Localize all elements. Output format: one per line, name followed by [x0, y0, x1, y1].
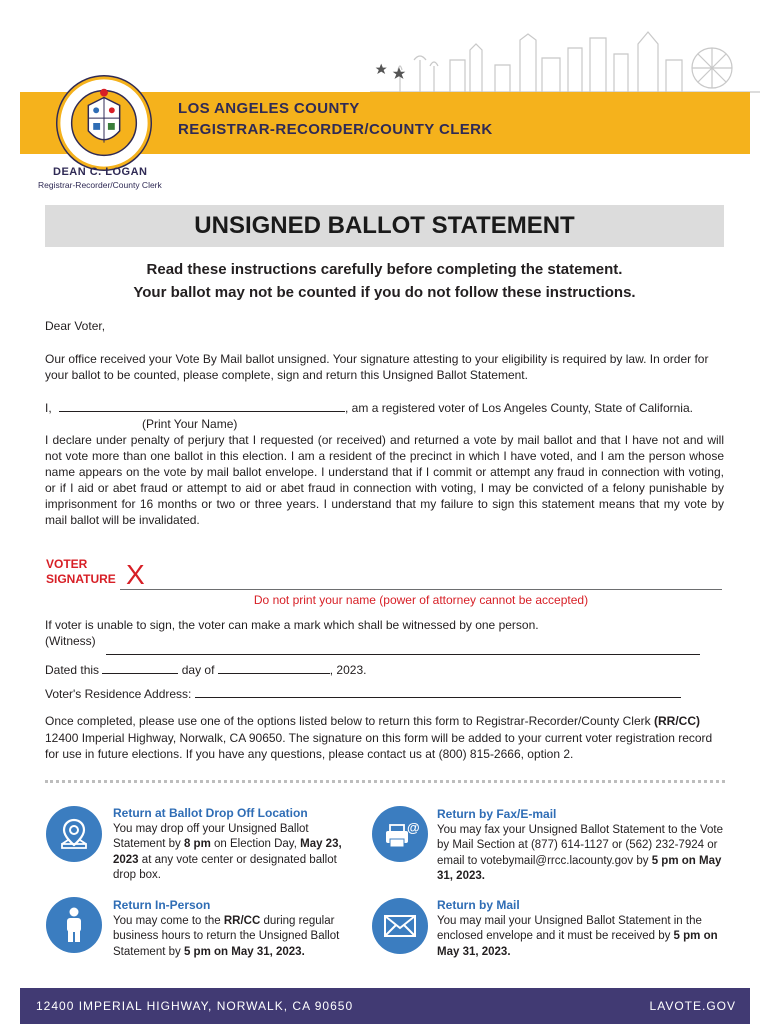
instructions-line-2: Your ballot may not be counted if you do not follow these instructions.: [133, 284, 636, 301]
declaration-suffix: , am a registered voter of Los Angeles County, State of California.: [345, 401, 693, 415]
in-person-heading: Return In-Person: [113, 898, 211, 912]
residence-field[interactable]: [195, 686, 681, 698]
option-dropoff: [113, 806, 353, 884]
official-block: [38, 166, 238, 190]
dated-prefix: Dated this: [45, 663, 100, 677]
city-skyline-icon: [370, 30, 760, 92]
dropoff-bold-1: 8 pm: [183, 838, 211, 850]
signature-field[interactable]: [120, 589, 722, 590]
declaration-paragraph: I declare under penalty of perjury that I requested (or received) and returned a vote by mail ballot and that I have not and will not vote more than one ballot in this election. I am a resident of the precinct in which I have voted, and I am the person whose name appears on the vote by mail ballot envelope. I understand that if I commit or attempt any fraud in connection with voting, or if I aid or abet fraud or attempt to aid or abet fraud in connection with voting, I may be convicted of a felony punishable by imprisonment for 16 months or two or three years. I understand that my failure to sign this statement means that my vote by mail ballot will be invalidated.: [45, 433, 724, 527]
residence-line: [45, 686, 725, 702]
section-divider: [45, 780, 725, 783]
document-title-bar: [45, 205, 724, 247]
signature-mark: X: [126, 559, 145, 590]
witness-label: (Witness): [45, 634, 96, 648]
mail-heading: Return by Mail: [437, 898, 520, 912]
official-title: Registrar-Recorder/County Clerk: [38, 180, 162, 190]
declaration-prefix: I,: [45, 401, 52, 415]
instructions: [45, 258, 724, 304]
document-title: UNSIGNED BALLOT STATEMENT: [194, 212, 575, 239]
print-name-label: (Print Your Name): [142, 417, 238, 431]
map-pin-icon: [46, 806, 102, 862]
dropoff-text-3: at any vote center or designated ballot drop box.: [113, 853, 337, 881]
day-field[interactable]: [102, 662, 178, 674]
greeting: Dear Voter,: [45, 319, 106, 333]
closing-part-1: Once completed, please use one of the options listed below to return this form to Registrar-Recorder/County Clerk: [45, 714, 651, 728]
month-field[interactable]: [218, 662, 330, 674]
in-person-bold-2: 5 pm on May 31, 2023.: [183, 945, 305, 958]
option-in-person: [113, 898, 363, 960]
closing-bold: (RR/CC): [653, 714, 700, 728]
fax-bold-1: 5 pm on May 31, 2023.: [437, 854, 722, 882]
fax-email-icon: [372, 806, 428, 862]
person-icon: [46, 897, 102, 953]
dropoff-text-1: You may drop off your Unsigned Ballot Statement by: [113, 822, 309, 850]
voter-signature-label: [46, 557, 116, 587]
option-mail: [437, 898, 729, 960]
declaration-name-line: [45, 400, 725, 416]
voter-label-line-2: SIGNATURE: [46, 572, 116, 586]
dropoff-heading: Return at Ballot Drop Off Location: [113, 806, 308, 820]
fax-heading: Return by Fax/E-mail: [437, 807, 557, 821]
signature-note: Do not print your name (power of attorney cannot be accepted): [253, 593, 589, 607]
closing-part-2: 12400 Imperial Highway, Norwalk, CA 90650. The signature on this form will be added to your current voter registration record for use in future elections. If you have any questions, please contact us at (800) 815-2666, option 2.: [45, 730, 713, 761]
dated-suffix: , 2023.: [329, 663, 367, 677]
witness-line: [45, 633, 725, 649]
mail-text-1: You may mail your Unsigned Ballot Statement in the enclosed envelope and it must be received by: [437, 914, 702, 942]
official-name: DEAN C. LOGAN: [53, 166, 148, 178]
in-person-text-2: during regular business hours to return the Unsigned Ballot Statement by: [113, 914, 340, 958]
voter-label-line-1: VOTER: [46, 557, 88, 571]
footer-address: 12400 IMPERIAL HIGHWAY, NORWALK, CA 90650: [36, 999, 354, 1013]
fax-text-1: You may fax your Unsigned Ballot Statement to the Vote by Mail Section at (877) 614-1127 or (562) 232-7924 or email to votebymail@rrcc.lacounty.gov by: [437, 823, 723, 867]
banner-line-2: REGISTRAR-RECORDER/COUNTY CLERK: [178, 121, 493, 138]
option-fax: [437, 807, 727, 885]
witness-text: If voter is unable to sign, the voter can make a mark which shall be witnessed by one person.: [45, 618, 539, 632]
dropoff-text-2: on Election Day,: [214, 838, 297, 850]
dated-line: [45, 662, 725, 678]
instructions-line-1: Read these instructions carefully before completing the statement.: [146, 261, 623, 278]
envelope-icon: [372, 898, 428, 954]
intro-paragraph: Our office received your Vote By Mail ballot unsigned. Your signature attesting to your eligibility is required by law. In order for your ballot to be counted, please complete, sign and return this Unsigned Ballot Statement.: [45, 352, 709, 382]
banner-line-1: LOS ANGELES COUNTY: [178, 100, 360, 117]
in-person-bold-1: RR/CC: [223, 914, 261, 927]
dropoff-bold-2: May 23, 2023: [113, 838, 342, 866]
footer-website-link[interactable]: LAVOTE.GOV: [649, 999, 736, 1013]
svg-text:@: @: [407, 820, 420, 835]
mail-bold-1: 5 pm on May 31, 2023.: [437, 930, 718, 958]
county-seal-icon: [55, 74, 153, 172]
witness-field[interactable]: [106, 654, 700, 655]
footer-bar: [20, 988, 750, 1024]
print-name-field[interactable]: [59, 400, 345, 412]
residence-label: Voter's Residence Address:: [45, 687, 192, 701]
in-person-text-1: You may come to the: [113, 914, 221, 927]
dated-middle: day of: [181, 663, 215, 677]
closing-paragraph: [45, 713, 725, 763]
